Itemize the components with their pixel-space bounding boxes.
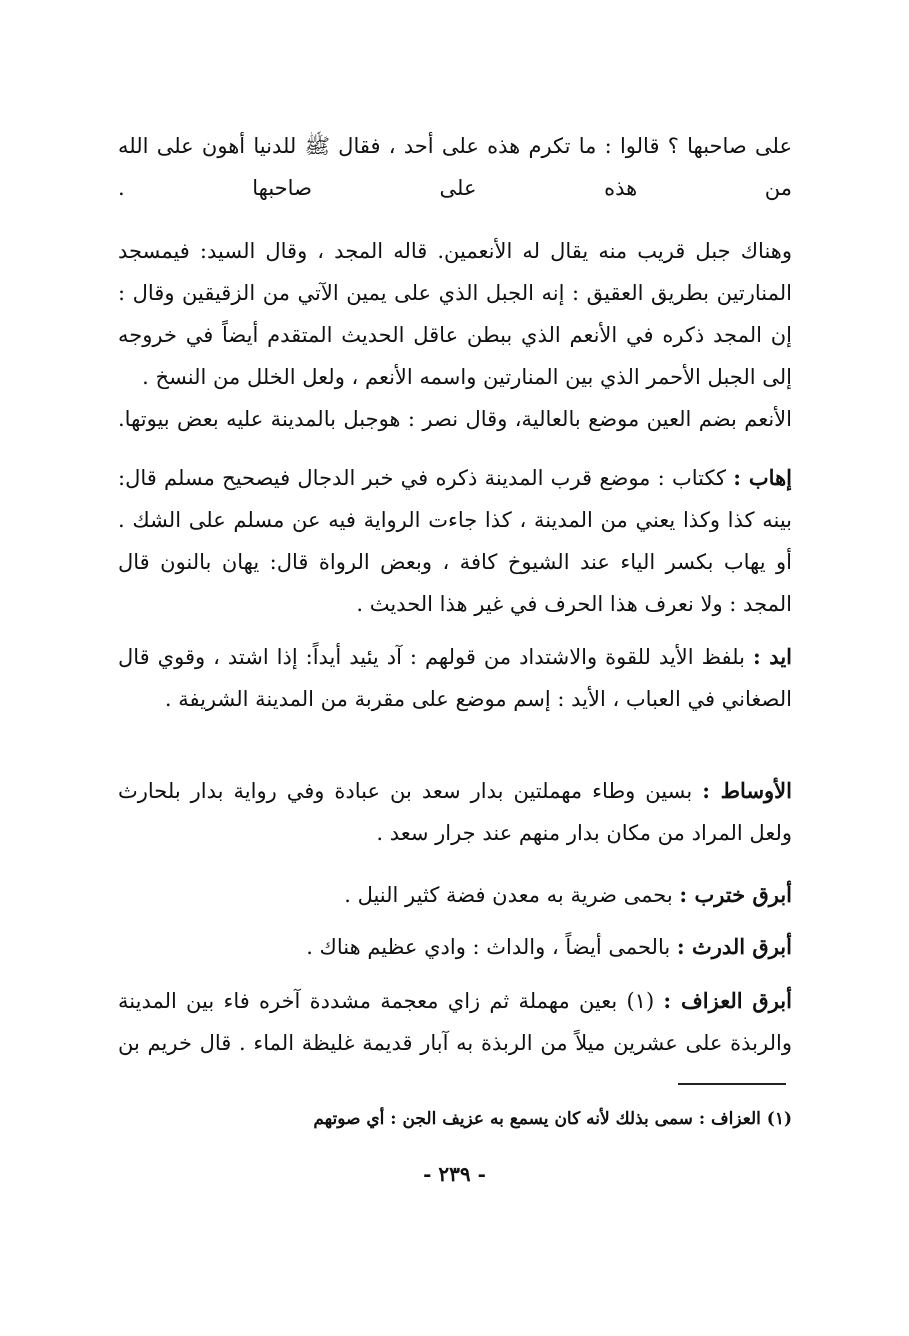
paragraph-1-text: على صاحبها ؟ قالوا : ما تكرم هذه على أحد ، فقال ﷺ للدنيا أهون على الله من هذه على صاحبها . (118, 134, 792, 200)
footnote-divider (678, 1083, 786, 1085)
entry-ayd (118, 636, 792, 720)
entry-abraq-azzaf-term: أبرق العزاف : (663, 988, 792, 1013)
entry-ayd-text: بلفظ الأيد للقوة والاشتداد من قولهم : آد يئيد أيداً: إذا اشتد ، وقوي قال الصغاني في العباب ، الأيد : إسم موضع على مقربة من المدينة الشريفة . (118, 645, 792, 711)
entry-ihab-term: إهاب : (733, 465, 792, 490)
paragraph-3 (118, 398, 792, 440)
entry-awsat-text: بسين وطاء مهملتين بدار سعد بن عبادة وفي رواية بدار بلحارث ولعل المراد من مكان بدار منهم عند جرار سعد . (118, 779, 792, 845)
entry-abraq-azzaf (118, 980, 792, 1064)
entry-abraq-darth-text: بالحمى أيضاً ، والداث : وادي عظيم هناك . (306, 935, 671, 959)
page-number: - ٢٣٩ - (423, 1162, 486, 1186)
paragraph-2-text: وهناك جبل قريب منه يقال له الأنعمين. قاله المجد ، وقال السيد: فيمسجد المنارتين بطريق العقيق : إنه الجبل الذي على يمين الآتي من الزقيقين وقال : إن المجد ذكره في الأنعم الذي ببطن عاقل الحديث المتقدم أيضاً في خروجه إلى الجبل الأحمر الذي بين المنارتين واسمه الأنعم ، ولعل الخلل من النسخ . (118, 239, 792, 389)
paragraph-1 (118, 125, 792, 209)
entry-abraq-khatrab-text: بحمى ضرية به معدن فضة كثير النيل . (344, 883, 673, 907)
entry-abraq-azzaf-text: (١) بعين مهملة ثم زاي معجمة مشددة آخره فاء بين المدينة والربذة على عشرين ميلاً من الربذة به آبار قديمة غليظة الماء . قال خريم بن (118, 989, 792, 1055)
entry-awsat-term: الأوساط : (702, 778, 792, 803)
entry-abraq-khatrab-term: أبرق خترب : (679, 882, 792, 907)
entry-ihab (118, 457, 792, 625)
entry-awsat (118, 770, 792, 854)
entry-abraq-darth-term: أبرق الدرث : (676, 934, 792, 959)
entry-ayd-term: ايد : (752, 644, 793, 669)
paragraph-2 (118, 230, 792, 398)
footnote: (١) العزاف : سمى بذلك لأنه كان يسمع به عزيف الجن : أي صوتهم (313, 1109, 792, 1129)
entry-abraq-darth (118, 926, 792, 968)
entry-ihab-text: ككتاب : موضع قرب المدينة ذكره في خبر الدجال فيصحيح مسلم قال: بينه كذا وكذا يعني من المدينة ، كذا جاءت الرواية فيه عن مسلم على الشك . أو يهاب بكسر الياء عند الشيوخ كافة ، وبعض الرواة قال: يهان بالنون قال المجد : ولا نعرف هذا الحرف في غير هذا الحديث . (118, 466, 792, 616)
paragraph-3-text: الأنعم بضم العين موضع بالعالية، وقال نصر : هوجبل بالمدينة عليه بعض بيوتها. (118, 407, 792, 431)
entry-abraq-khatrab (118, 874, 792, 916)
